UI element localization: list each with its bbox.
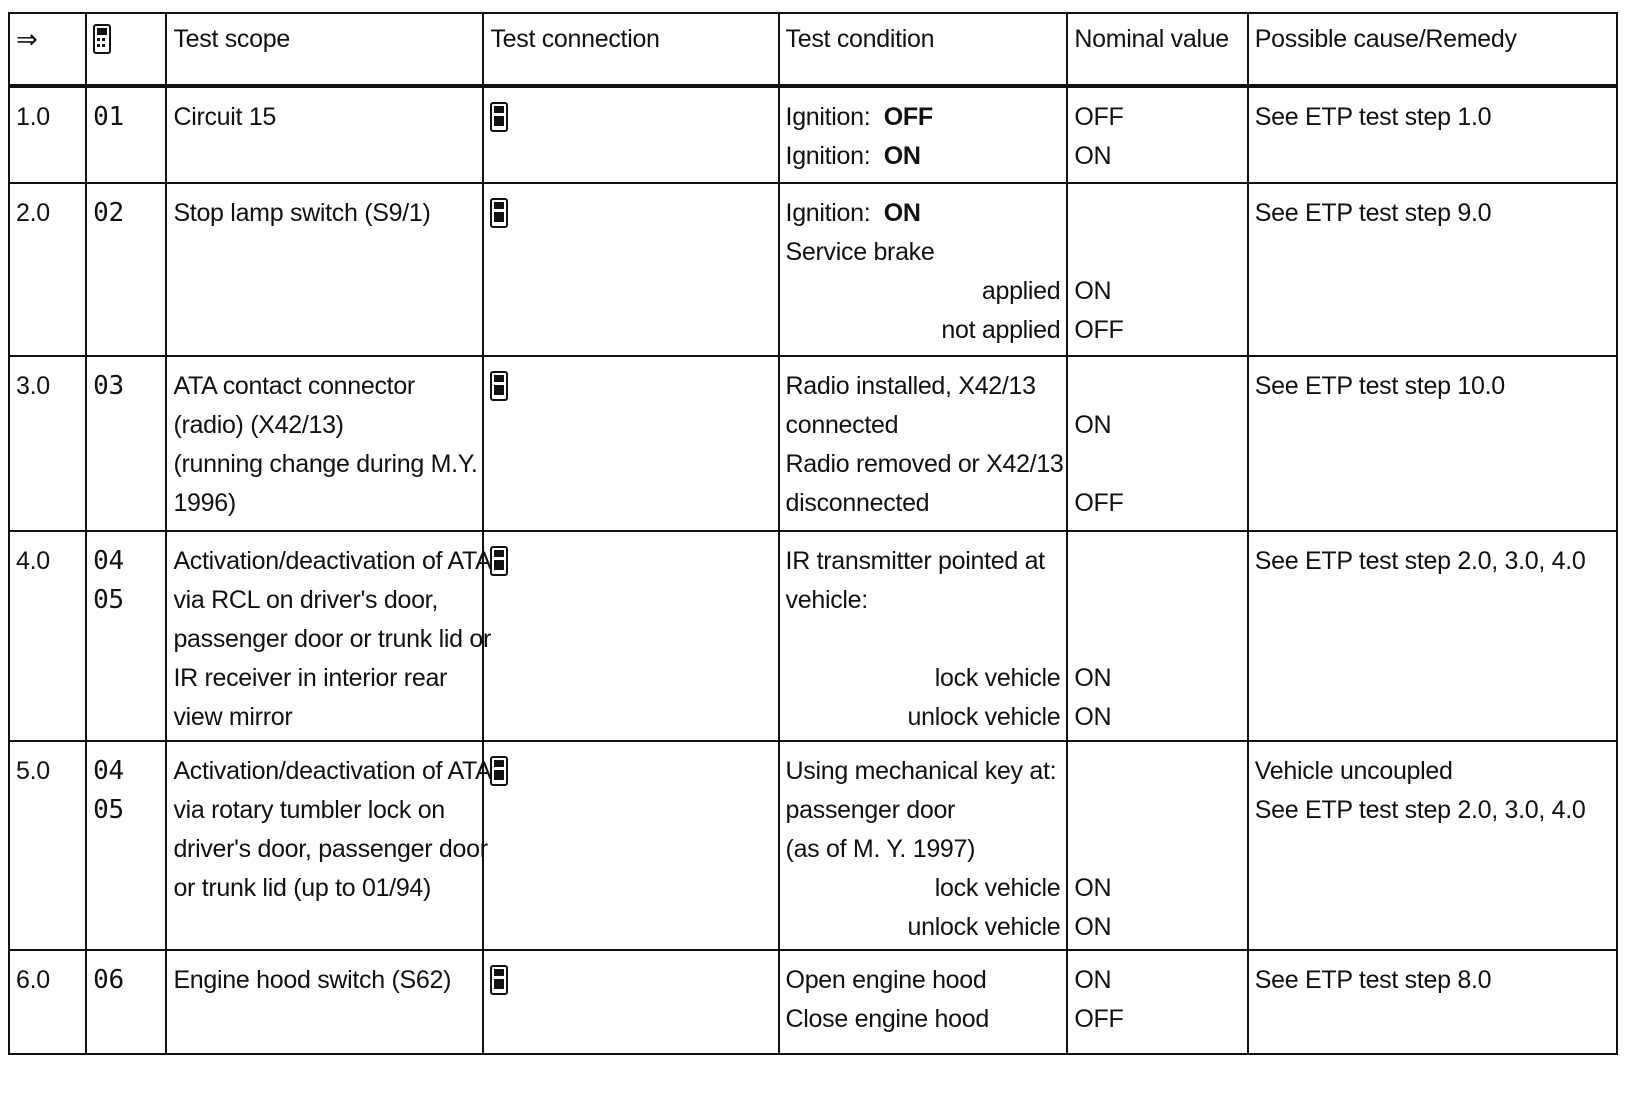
table-row [9, 86, 1617, 183]
code-cell: 02 [86, 183, 166, 356]
condition-cell: Using mechanical key at: passenger door (as of M. Y. 1997) lock vehicle unlock vehicle [779, 741, 1068, 950]
remedy-cell: See ETP test step 9.0 [1248, 183, 1617, 356]
header-nominal-value: Nominal value [1067, 13, 1247, 86]
table-row [9, 950, 1617, 1054]
step-number: 3.0 [9, 356, 86, 531]
tester-icon [490, 756, 508, 786]
table-row [9, 531, 1617, 741]
connection-cell [483, 741, 778, 950]
connection-cell [483, 531, 778, 741]
nominal-cell: ON ON [1067, 741, 1247, 950]
code-cell: 04 05 [86, 531, 166, 741]
header-tester-icon [86, 13, 166, 86]
tester-icon [93, 24, 111, 54]
nominal-cell: ON OFF [1067, 950, 1247, 1054]
remedy-cell: See ETP test step 1.0 [1248, 86, 1617, 183]
remedy-cell: Vehicle uncoupled See ETP test step 2.0, 3.0, 4.0 [1248, 741, 1617, 950]
condition-cell: IR transmitter pointed at vehicle: lock vehicle unlock vehicle [779, 531, 1068, 741]
nominal-cell: ON ON [1067, 531, 1247, 741]
condition-cell: Radio installed, X42/13 connected Radio removed or X42/13 disconnected [779, 356, 1068, 531]
step-number: 1.0 [9, 86, 86, 183]
header-test-condition: Test condition [779, 13, 1068, 86]
nominal-cell: OFF ON [1067, 86, 1247, 183]
nominal-cell: ON OFF [1067, 183, 1247, 356]
step-number: 6.0 [9, 950, 86, 1054]
remedy-cell: See ETP test step 10.0 [1248, 356, 1617, 531]
scope-cell: Stop lamp switch (S9/1) [166, 183, 483, 356]
condition-cell: Ignition: OFF Ignition: ON [779, 86, 1068, 183]
connection-cell [483, 183, 778, 356]
nominal-cell: ON OFF [1067, 356, 1247, 531]
code-cell: 04 05 [86, 741, 166, 950]
header-remedy: Possible cause/Remedy [1248, 13, 1617, 86]
scope-cell: Circuit 15 [166, 86, 483, 183]
tester-icon [490, 965, 508, 995]
header-row [9, 13, 1617, 86]
code-cell: 01 [86, 86, 166, 183]
condition-cell: Ignition: ON Service brake applied not applied [779, 183, 1068, 356]
step-number: 4.0 [9, 531, 86, 741]
remedy-cell: See ETP test step 2.0, 3.0, 4.0 [1248, 531, 1617, 741]
code-cell: 03 [86, 356, 166, 531]
tester-icon [490, 198, 508, 228]
table-row [9, 741, 1617, 950]
condition-cell: Open engine hood Close engine hood [779, 950, 1068, 1054]
header-test-scope: Test scope [166, 13, 483, 86]
connection-cell [483, 356, 778, 531]
scope-cell: Activation/deactivation of ATA via RCL on driver's door, passenger door or trunk lid or IR receiver in interior rear view mirror [166, 531, 483, 741]
test-table [8, 12, 1618, 1055]
table-row [9, 183, 1617, 356]
scope-cell: ATA contact connector (radio) (X42/13) (running change during M.Y. 1996) [166, 356, 483, 531]
connection-cell [483, 86, 778, 183]
header-arrow: ⇒ [9, 13, 86, 86]
remedy-cell: See ETP test step 8.0 [1248, 950, 1617, 1054]
scope-cell: Engine hood switch (S62) [166, 950, 483, 1054]
tester-icon [490, 546, 508, 576]
code-cell: 06 [86, 950, 166, 1054]
step-number: 2.0 [9, 183, 86, 356]
step-number: 5.0 [9, 741, 86, 950]
tester-icon [490, 371, 508, 401]
table-row [9, 356, 1617, 531]
header-test-connection: Test connection [483, 13, 778, 86]
connection-cell [483, 950, 778, 1054]
tester-icon [490, 102, 508, 132]
scope-cell: Activation/deactivation of ATA via rotary tumbler lock on driver's door, passenger door or trunk lid (up to 01/94) [166, 741, 483, 950]
